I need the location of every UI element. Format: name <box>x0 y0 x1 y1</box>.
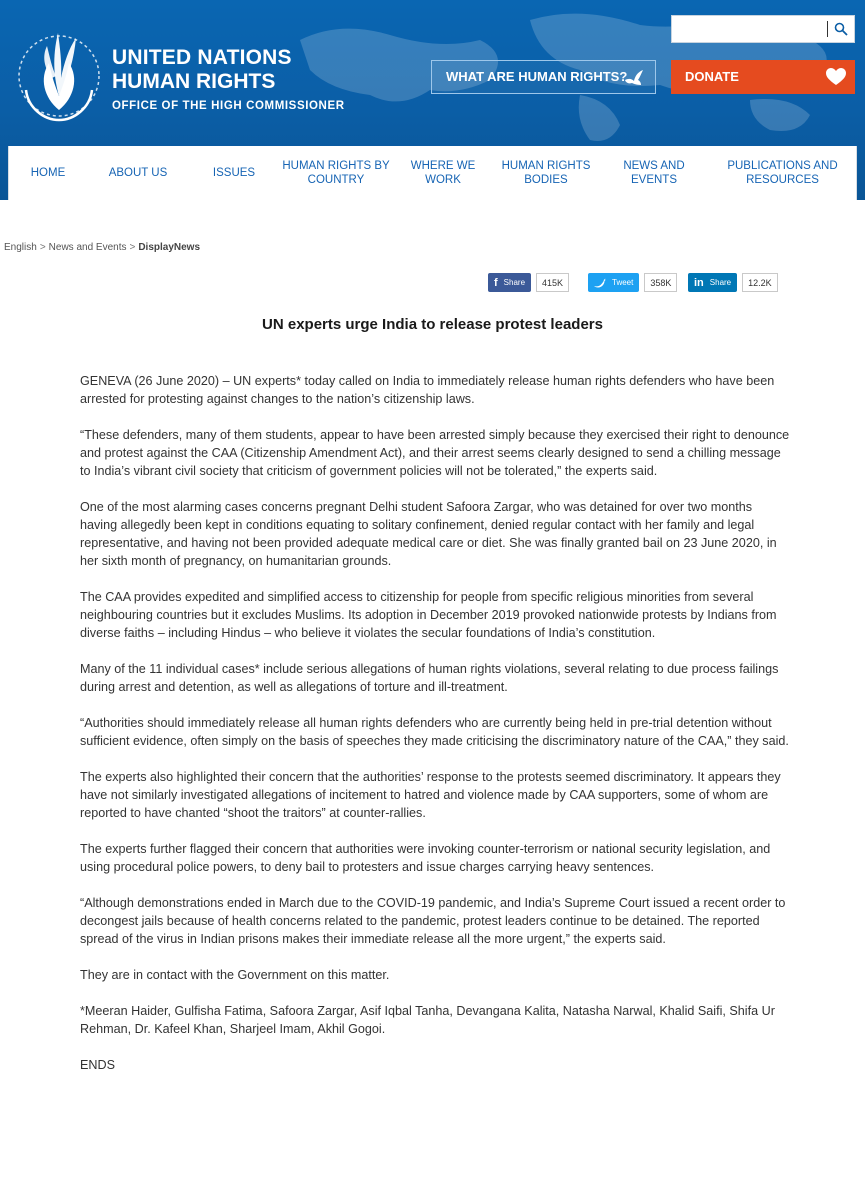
article-paragraph: “Authorities should immediately release all human rights defenders who are currently being held in pre-trial detention without sufficient evidence, often simply on the basis of speeches they made criticising the discriminatory nature of the CAA,” they said. <box>80 716 789 748</box>
article-paragraph: One of the most alarming cases concerns pregnant Delhi student Safoora Zargar, who was detained for over two months having allegedly been kept in conditions equating to solitary confinement, denied regular contact with her family and legal representative, and having not been provided adequate medical care or diet. She was finally granted bail on 23 June 2020, in her sixth month of pregnancy, on humanitarian grounds. <box>80 500 777 568</box>
article-body <box>80 372 790 1092</box>
article-paragraph: They are in contact with the Government on this matter. <box>80 968 390 982</box>
site-logo-text[interactable] <box>112 46 345 114</box>
breadcrumb-item-current: DisplayNews <box>138 242 201 253</box>
facebook-share-group <box>488 273 569 293</box>
twitter-share-count: 358K <box>644 273 677 292</box>
article-paragraph: “Although demonstrations ended in March due to the COVID-19 pandemic, and India’s Supreme Court issued a recent order to decongest jails because of health concerns related to the pandemic, protest leaders continue to be detained. The reported spread of the virus in Indian prisons makes their immediate release all the more urgent,” the experts said. <box>80 896 786 946</box>
donate-button[interactable] <box>671 60 855 94</box>
linkedin-share-count: 12.2K <box>742 273 778 292</box>
search-icon[interactable] <box>834 22 848 36</box>
nav-item-human-rights-bodies[interactable]: HUMAN RIGHTS BODIES <box>501 160 591 186</box>
nav-item-home[interactable]: HOME <box>30 167 66 179</box>
logo-line-2: HUMAN RIGHTS <box>112 70 276 93</box>
un-human-rights-emblem-icon[interactable] <box>14 18 104 126</box>
nav-item-news-and-events[interactable]: NEWS AND EVENTS <box>623 160 685 186</box>
facebook-share-button[interactable] <box>488 273 531 292</box>
main-navigation <box>8 146 857 200</box>
twitter-tweet-button[interactable] <box>588 273 639 292</box>
facebook-icon: f <box>494 276 498 289</box>
nav-item-publications-and-resources[interactable]: PUBLICATIONS AND RESOURCES <box>727 160 838 186</box>
heart-icon <box>825 67 847 87</box>
what-are-human-rights-button[interactable] <box>431 60 656 94</box>
breadcrumb-item-english[interactable]: English <box>4 242 37 253</box>
text-cursor <box>827 21 828 37</box>
dove-icon <box>623 68 645 88</box>
article-ends: ENDS <box>80 1058 115 1072</box>
nav-item-where-we-work[interactable]: WHERE WE WORK <box>410 160 476 186</box>
donate-label: DONATE <box>685 69 739 84</box>
what-are-human-rights-label: WHAT ARE HUMAN RIGHTS? <box>446 69 628 84</box>
nav-item-issues[interactable]: ISSUES <box>212 167 256 179</box>
site-header <box>0 0 865 200</box>
breadcrumb <box>4 242 200 253</box>
logo-line-3: OFFICE OF THE HIGH COMMISSIONER <box>112 100 345 112</box>
article-title: UN experts urge India to release protest leaders <box>262 316 603 333</box>
nav-item-human-rights-by-country[interactable]: HUMAN RIGHTS BY COUNTRY <box>282 160 390 186</box>
article-paragraph: “These defenders, many of them students, appear to have been arrested simply because they exercised their right to denounce and protest against the CAA (Citizenship Amendment Act), and their arrest seems clearly designed to send a chilling message to India’s vibrant civil society that criticism of government policies will not be tolerated,” the experts said. <box>80 428 790 478</box>
search-input[interactable] <box>671 15 855 43</box>
logo-line-1: UNITED NATIONS <box>112 46 292 69</box>
article-paragraph: The experts also highlighted their concern that the authorities’ response to the protests seemed discriminatory. It appears they have not similarly investigated allegations of incitement to hatred and violence made by CAA supporters, some of whom are reported to have chanted “shoot the traitors” at counter-rallies. <box>80 770 781 820</box>
linkedin-share-button[interactable] <box>688 273 737 292</box>
article-paragraph: The CAA provides expedited and simplified access to citizenship for people from specific religious minorities from several neighbouring countries but it excludes Muslims. Its adoption in December 2019 provoked nationwide protests by Indians from diverse faiths – including Hindus – who believe it violates the secular foundations of India’s constitution. <box>80 590 777 640</box>
breadcrumb-separator: > <box>39 242 46 253</box>
article-paragraph: The experts further flagged their concern that authorities were invoking counter-terrorism or national security legislation, and using procedural police powers, to deny bail to protesters and issue charges carrying heavy sentences. <box>80 842 771 874</box>
article-paragraph: Many of the 11 individual cases* include serious allegations of human rights violations, several relating to due process failings during arrest and detention, as well as allegations of torture and ill-treatment. <box>80 662 779 694</box>
breadcrumb-item-news-and-events[interactable]: News and Events <box>48 242 127 253</box>
twitter-icon <box>594 278 606 288</box>
article-footnote-names: *Meeran Haider, Gulfisha Fatima, Safoora Zargar, Asif Iqbal Tanha, Devangana Kalita, Natasha Narwal, Khalid Saifi, Shifa Ur Rehman, Dr. Kafeel Khan, Sharjeel Imam, Akhil Gogoi. <box>80 1004 775 1036</box>
linkedin-share-group <box>688 273 778 293</box>
facebook-share-label: Share <box>503 278 526 287</box>
nav-item-about-us[interactable]: ABOUT US <box>108 167 168 179</box>
twitter-tweet-label: Tweet <box>612 278 634 287</box>
twitter-share-group <box>588 273 677 293</box>
linkedin-share-label: Share <box>709 278 732 287</box>
facebook-share-count: 415K <box>536 273 569 292</box>
article-paragraph: GENEVA (26 June 2020) – UN experts* today called on India to immediately release human rights defenders who have been arrested for protesting against changes to the nation’s citizenship laws. <box>80 374 775 406</box>
breadcrumb-separator: > <box>129 242 136 253</box>
linkedin-icon: in <box>694 276 704 289</box>
